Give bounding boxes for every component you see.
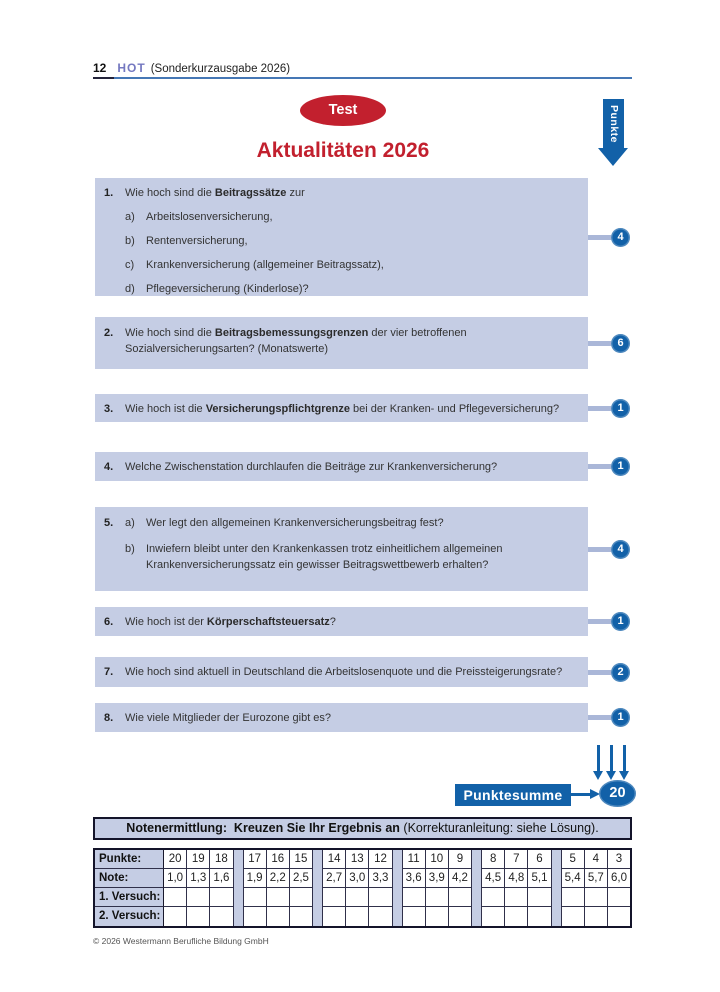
down-arrow-icon — [606, 745, 617, 780]
question-number: 8. — [104, 712, 114, 724]
question-list — [95, 178, 630, 732]
table-row — [95, 907, 630, 926]
page-number: 12 — [93, 61, 107, 75]
arrow-right-icon — [571, 793, 592, 796]
attempt-cell[interactable] — [426, 888, 449, 907]
table-row-label: Note: — [95, 869, 164, 888]
question-item-label: a) — [125, 517, 135, 529]
question-box — [95, 507, 588, 591]
attempt-cell[interactable] — [346, 888, 369, 907]
points-header-cell: 5 — [562, 850, 585, 869]
question-text: Wie hoch ist die Versicherungspflichtgrenze bei der Kranken- und Pflegeversicherung? — [125, 403, 560, 415]
points-connector — [588, 619, 611, 624]
points-sum-value: 20 — [599, 780, 636, 807]
attempt-cell[interactable] — [426, 907, 449, 926]
table-separator — [552, 888, 562, 907]
question-item-label: b) — [125, 235, 135, 247]
table-separator — [472, 850, 482, 869]
footer-copyright: © 2026 Westermann Berufliche Bildung GmbH — [93, 936, 269, 946]
points-banner — [598, 99, 629, 167]
table-separator — [393, 850, 403, 869]
attempt-cell[interactable] — [210, 907, 233, 926]
attempt-cell[interactable] — [244, 888, 267, 907]
down-arrow-icon — [603, 99, 624, 148]
question-item-label: d) — [125, 283, 135, 295]
table-separator — [234, 907, 244, 926]
attempt-cell[interactable] — [505, 888, 528, 907]
question-item — [95, 541, 580, 573]
table-row — [95, 869, 630, 888]
down-arrow-icon — [593, 745, 604, 780]
question-row — [95, 703, 630, 732]
table-separator — [552, 907, 562, 926]
question-text: Wie hoch sind die Beitragssätze zur — [125, 187, 305, 199]
points-header-cell: 19 — [187, 850, 210, 869]
table-separator — [313, 888, 323, 907]
attempt-cell[interactable] — [482, 888, 505, 907]
question-box — [95, 317, 588, 369]
question-item — [95, 282, 580, 296]
points-circle: 1 — [611, 399, 630, 418]
attempt-cell[interactable] — [562, 888, 585, 907]
points-circle: 6 — [611, 334, 630, 353]
note-cell: 3,9 — [426, 869, 449, 888]
points-header-cell: 12 — [369, 850, 392, 869]
points-header-cell: 8 — [482, 850, 505, 869]
attempt-cell[interactable] — [369, 907, 392, 926]
table-row-label: 1. Versuch: — [95, 888, 164, 907]
attempt-cell[interactable] — [608, 888, 630, 907]
points-circle: 1 — [611, 612, 630, 631]
question-box — [95, 607, 588, 636]
attempt-cell[interactable] — [187, 888, 210, 907]
attempt-cell[interactable] — [290, 907, 313, 926]
question-box — [95, 178, 588, 296]
header-rule — [93, 77, 632, 79]
note-cell: 2,5 — [290, 869, 313, 888]
points-connector — [588, 235, 611, 240]
note-cell: 1,9 — [244, 869, 267, 888]
question-row — [95, 507, 630, 591]
table-separator — [393, 869, 403, 888]
question-number: 6. — [104, 616, 114, 628]
points-header-cell: 14 — [323, 850, 346, 869]
question-item-text: Inwiefern bleibt unter den Krankenkassen trotz einheitlichem allgemeinen Krankenversicherungssatz ein gewisser Beitragswettbewerb erhalten? — [146, 543, 503, 571]
note-cell: 5,7 — [585, 869, 608, 888]
question-item-text: Rentenversicherung, — [146, 235, 248, 247]
table-separator — [472, 869, 482, 888]
question-box — [95, 657, 588, 687]
table-row-label: 2. Versuch: — [95, 907, 164, 926]
points-header-cell: 11 — [403, 850, 426, 869]
table-separator — [313, 850, 323, 869]
question-number: 3. — [104, 403, 114, 415]
note-cell: 6,0 — [608, 869, 630, 888]
note-cell: 4,2 — [449, 869, 472, 888]
grading-heading-rest: (Korrekturanleitung: siehe Lösung). — [399, 821, 599, 835]
note-cell: 5,4 — [562, 869, 585, 888]
table-row — [95, 888, 630, 907]
question-text: Wie hoch ist der Körperschaftsteuersatz? — [125, 616, 336, 628]
grading-heading-bold: Notenermittlung: Kreuzen Sie Ihr Ergebnis an — [126, 821, 400, 835]
attempt-cell[interactable] — [346, 907, 369, 926]
note-cell: 2,7 — [323, 869, 346, 888]
points-header-cell: 6 — [528, 850, 551, 869]
question-row — [95, 452, 630, 481]
points-circle: 1 — [611, 708, 630, 727]
question-text: Wie hoch sind die Beitragsbemessungsgrenzen der vier betroffenen Sozialversicherungsarten? (Monatswerte) — [125, 327, 467, 355]
points-connector — [588, 406, 611, 411]
attempt-cell[interactable] — [449, 907, 472, 926]
note-cell: 4,5 — [482, 869, 505, 888]
attempt-cell[interactable] — [505, 907, 528, 926]
question-first-line — [95, 186, 580, 200]
attempt-cell[interactable] — [449, 888, 472, 907]
brand-logo: HOT — [117, 61, 146, 75]
table-separator — [313, 869, 323, 888]
question-row — [95, 657, 630, 687]
note-cell: 1,0 — [164, 869, 187, 888]
question-row — [95, 317, 630, 369]
table-separator — [472, 907, 482, 926]
question-box — [95, 703, 588, 732]
test-badge: Test — [300, 95, 386, 126]
note-cell: 3,0 — [346, 869, 369, 888]
question-first-line — [95, 402, 580, 416]
question-number: 2. — [104, 327, 114, 339]
points-header-cell: 18 — [210, 850, 233, 869]
question-number: 7. — [104, 666, 114, 678]
question-first-line — [95, 615, 580, 629]
attempt-cell[interactable] — [323, 907, 346, 926]
attempt-cell[interactable] — [369, 888, 392, 907]
points-header-cell: 3 — [608, 850, 630, 869]
note-cell: 2,2 — [267, 869, 290, 888]
grading-heading — [93, 817, 632, 840]
question-item — [95, 258, 580, 272]
question-first-line — [95, 325, 580, 357]
question-first-line — [95, 665, 580, 679]
attempt-cell[interactable] — [210, 888, 233, 907]
attempt-cell[interactable] — [164, 907, 187, 926]
attempt-cell[interactable] — [290, 888, 313, 907]
points-connector — [588, 715, 611, 720]
question-first-line — [95, 515, 580, 531]
table-separator — [234, 888, 244, 907]
points-header-cell: 9 — [449, 850, 472, 869]
points-circle: 2 — [611, 663, 630, 682]
header-subtitle: (Sonderkurzausgabe 2026) — [150, 63, 291, 75]
points-header-cell: 17 — [244, 850, 267, 869]
table-separator — [393, 888, 403, 907]
points-header-cell: 15 — [290, 850, 313, 869]
page-header — [93, 61, 290, 75]
question-text: Wie hoch sind aktuell in Deutschland die Arbeitslosenquote und die Preissteigerungsrate? — [125, 666, 563, 678]
note-cell: 5,1 — [528, 869, 551, 888]
points-header-cell: 13 — [346, 850, 369, 869]
attempt-cell[interactable] — [585, 907, 608, 926]
points-sum-label: Punktesumme — [455, 784, 571, 806]
question-item-label: c) — [125, 259, 135, 271]
question-text: Wie viele Mitglieder der Eurozone gibt es? — [125, 712, 332, 724]
points-header-cell: 4 — [585, 850, 608, 869]
note-cell: 3,3 — [369, 869, 392, 888]
question-item-text: Pflegeversicherung (Kinderlose)? — [146, 283, 309, 295]
attempt-cell[interactable] — [164, 888, 187, 907]
points-connector — [588, 341, 611, 346]
note-cell: 1,6 — [210, 869, 233, 888]
down-arrow-icon — [619, 745, 630, 780]
attempt-cell[interactable] — [244, 907, 267, 926]
question-item-text: Krankenversicherung (allgemeiner Beitragssatz), — [146, 259, 384, 271]
question-first-line — [95, 460, 580, 474]
points-header-cell: 16 — [267, 850, 290, 869]
points-connector — [588, 464, 611, 469]
question-box — [95, 394, 588, 422]
table-separator — [472, 888, 482, 907]
table-separator — [552, 869, 562, 888]
note-cell: 4,8 — [505, 869, 528, 888]
table-separator — [313, 907, 323, 926]
question-first-line — [95, 711, 580, 725]
points-connector — [588, 547, 611, 552]
question-item-text: Wer legt den allgemeinen Krankenversicherungsbeitrag fest? — [146, 517, 444, 529]
points-banner-label: Punkte — [607, 104, 620, 143]
attempt-cell[interactable] — [323, 888, 346, 907]
points-connector — [588, 670, 611, 675]
question-row — [95, 394, 630, 422]
table-separator — [234, 869, 244, 888]
grade-table — [93, 848, 632, 928]
table-separator — [552, 850, 562, 869]
points-circle: 4 — [611, 540, 630, 559]
attempt-cell[interactable] — [482, 907, 505, 926]
note-cell: 1,3 — [187, 869, 210, 888]
page-title: Aktualitäten 2026 — [256, 139, 430, 162]
attempt-cell[interactable] — [267, 888, 290, 907]
table-separator — [393, 907, 403, 926]
points-header-cell: 10 — [426, 850, 449, 869]
points-circle: 4 — [611, 228, 630, 247]
note-cell: 3,6 — [403, 869, 426, 888]
question-text: Welche Zwischenstation durchlaufen die Beiträge zur Krankenversicherung? — [125, 461, 498, 473]
question-row — [95, 178, 630, 296]
question-number: 1. — [104, 187, 114, 199]
points-header-cell: 7 — [505, 850, 528, 869]
attempt-cell[interactable] — [528, 907, 551, 926]
question-item — [95, 234, 580, 248]
table-separator — [234, 850, 244, 869]
table-row-label: Punkte: — [95, 850, 164, 869]
question-item-label: b) — [125, 543, 135, 555]
attempt-cell[interactable] — [267, 907, 290, 926]
points-circle: 1 — [611, 457, 630, 476]
question-row — [95, 607, 630, 636]
question-item — [95, 210, 580, 224]
points-header-cell: 20 — [164, 850, 187, 869]
question-box — [95, 452, 588, 481]
attempt-cell[interactable] — [608, 907, 630, 926]
table-row — [95, 850, 630, 869]
attempt-cell[interactable] — [403, 888, 426, 907]
attempt-cell[interactable] — [528, 888, 551, 907]
attempt-cell[interactable] — [562, 907, 585, 926]
attempt-cell[interactable] — [403, 907, 426, 926]
attempt-cell[interactable] — [585, 888, 608, 907]
question-number: 5. — [104, 517, 114, 529]
question-item-label: a) — [125, 211, 135, 223]
question-number: 4. — [104, 461, 114, 473]
down-arrow-head-icon — [598, 148, 628, 166]
question-item-text: Arbeitslosenversicherung, — [146, 211, 273, 223]
attempt-cell[interactable] — [187, 907, 210, 926]
header-rule-dark-segment — [93, 77, 114, 79]
